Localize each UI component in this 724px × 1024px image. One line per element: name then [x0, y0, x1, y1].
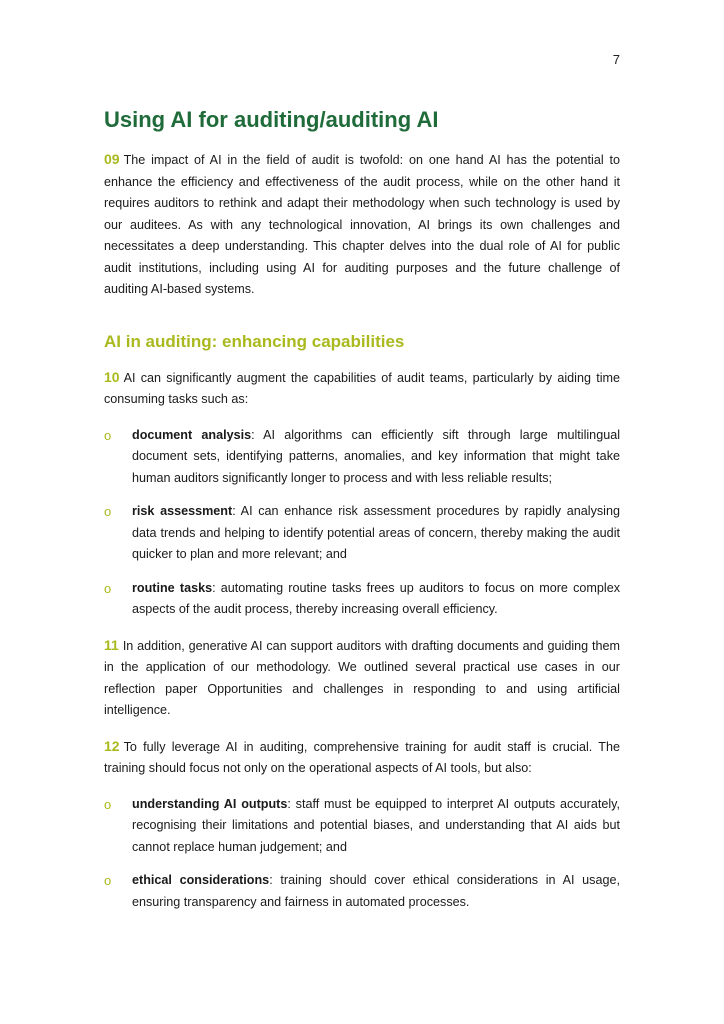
list-item-term: routine tasks: [132, 580, 213, 595]
list-item-term: understanding AI outputs: [132, 796, 288, 811]
list-item-term: risk assessment: [132, 504, 233, 518]
paragraph-10: [104, 367, 620, 411]
list-item-text: : staff must be equipped to interpret AI outputs accurately, recognising their limitations and potential biases, and understanding that AI aids but cannot replace human judgement; and: [132, 796, 620, 854]
list-item-text: : AI algorithms can efficiently sift through large multilingual document sets, identifying patterns, anomalies, and key information that might take human auditors significantly longer to process and with less reliable results;: [132, 427, 621, 485]
list-item: [104, 501, 620, 566]
subsection-heading: AI in auditing: enhancing capabilities: [104, 331, 405, 351]
list-item-text: : AI can enhance risk assessment procedures by rapidly analysing data trends and helping to identify potential areas of concern, thereby making the audit quicker to plan and more relevant; and: [132, 504, 620, 561]
paragraph-text: To fully leverage AI in auditing, comprehensive training for audit staff is crucial. The training should focus not only on the operational aspects of AI tools, but also:: [104, 739, 620, 775]
training-list: [104, 794, 620, 914]
paragraph-number: 11: [104, 636, 119, 653]
bullet-marker: o: [104, 504, 112, 519]
paragraph-11: [104, 635, 620, 722]
bullet-marker: o: [104, 873, 112, 888]
list-item: [104, 425, 620, 490]
paragraph-text: AI can significantly augment the capabilities of audit teams, particularly by aiding time consuming tasks such as:: [104, 370, 620, 406]
list-item-term: ethical considerations: [132, 873, 270, 887]
capabilities-list: [104, 425, 620, 621]
page-content: [104, 104, 620, 913]
section-heading: Using AI for auditing/auditing AI: [104, 107, 439, 132]
paragraph-number: 09: [104, 151, 120, 167]
list-item: [104, 870, 620, 913]
bullet-marker: o: [104, 796, 112, 812]
list-item-text: : training should cover ethical considerations in AI usage, ensuring transparency and fairness in automated processes.: [132, 873, 620, 909]
list-item-text: : automating routine tasks frees up auditors to focus on more complex aspects of the audit process, thereby increasing overall efficiency.: [132, 580, 620, 616]
paragraph-number: 10: [104, 368, 120, 385]
paragraph-12: [104, 736, 620, 780]
list-item: [104, 578, 620, 621]
paragraph-09: [104, 149, 620, 301]
paragraph-text: The impact of AI in the field of audit is twofold: on one hand AI has the potential to enhance the efficiency and effectiveness of the audit process, while on the other hand it requires auditors to rethink and adapt their methodology when such technology is used by our auditees. As with any technological innovation, AI brings its own challenges and necessitates a deep understanding. This chapter delves into the dual role of AI for public audit institutions, including using AI for auditing purposes and the future challenge of auditing AI-based systems.: [104, 153, 620, 296]
list-item-term: document analysis: [132, 427, 252, 442]
page-number: 7: [612, 52, 620, 67]
paragraph-number: 12: [104, 737, 120, 754]
list-item: [104, 794, 620, 859]
bullet-marker: o: [104, 427, 112, 443]
bullet-marker: o: [104, 580, 112, 596]
paragraph-text: In addition, generative AI can support auditors with drafting documents and guiding them in the application of our methodology. We outlined several practical use cases in our reflection paper Opportunities and challenges in responding to and using artificial intelligence.: [104, 638, 620, 717]
